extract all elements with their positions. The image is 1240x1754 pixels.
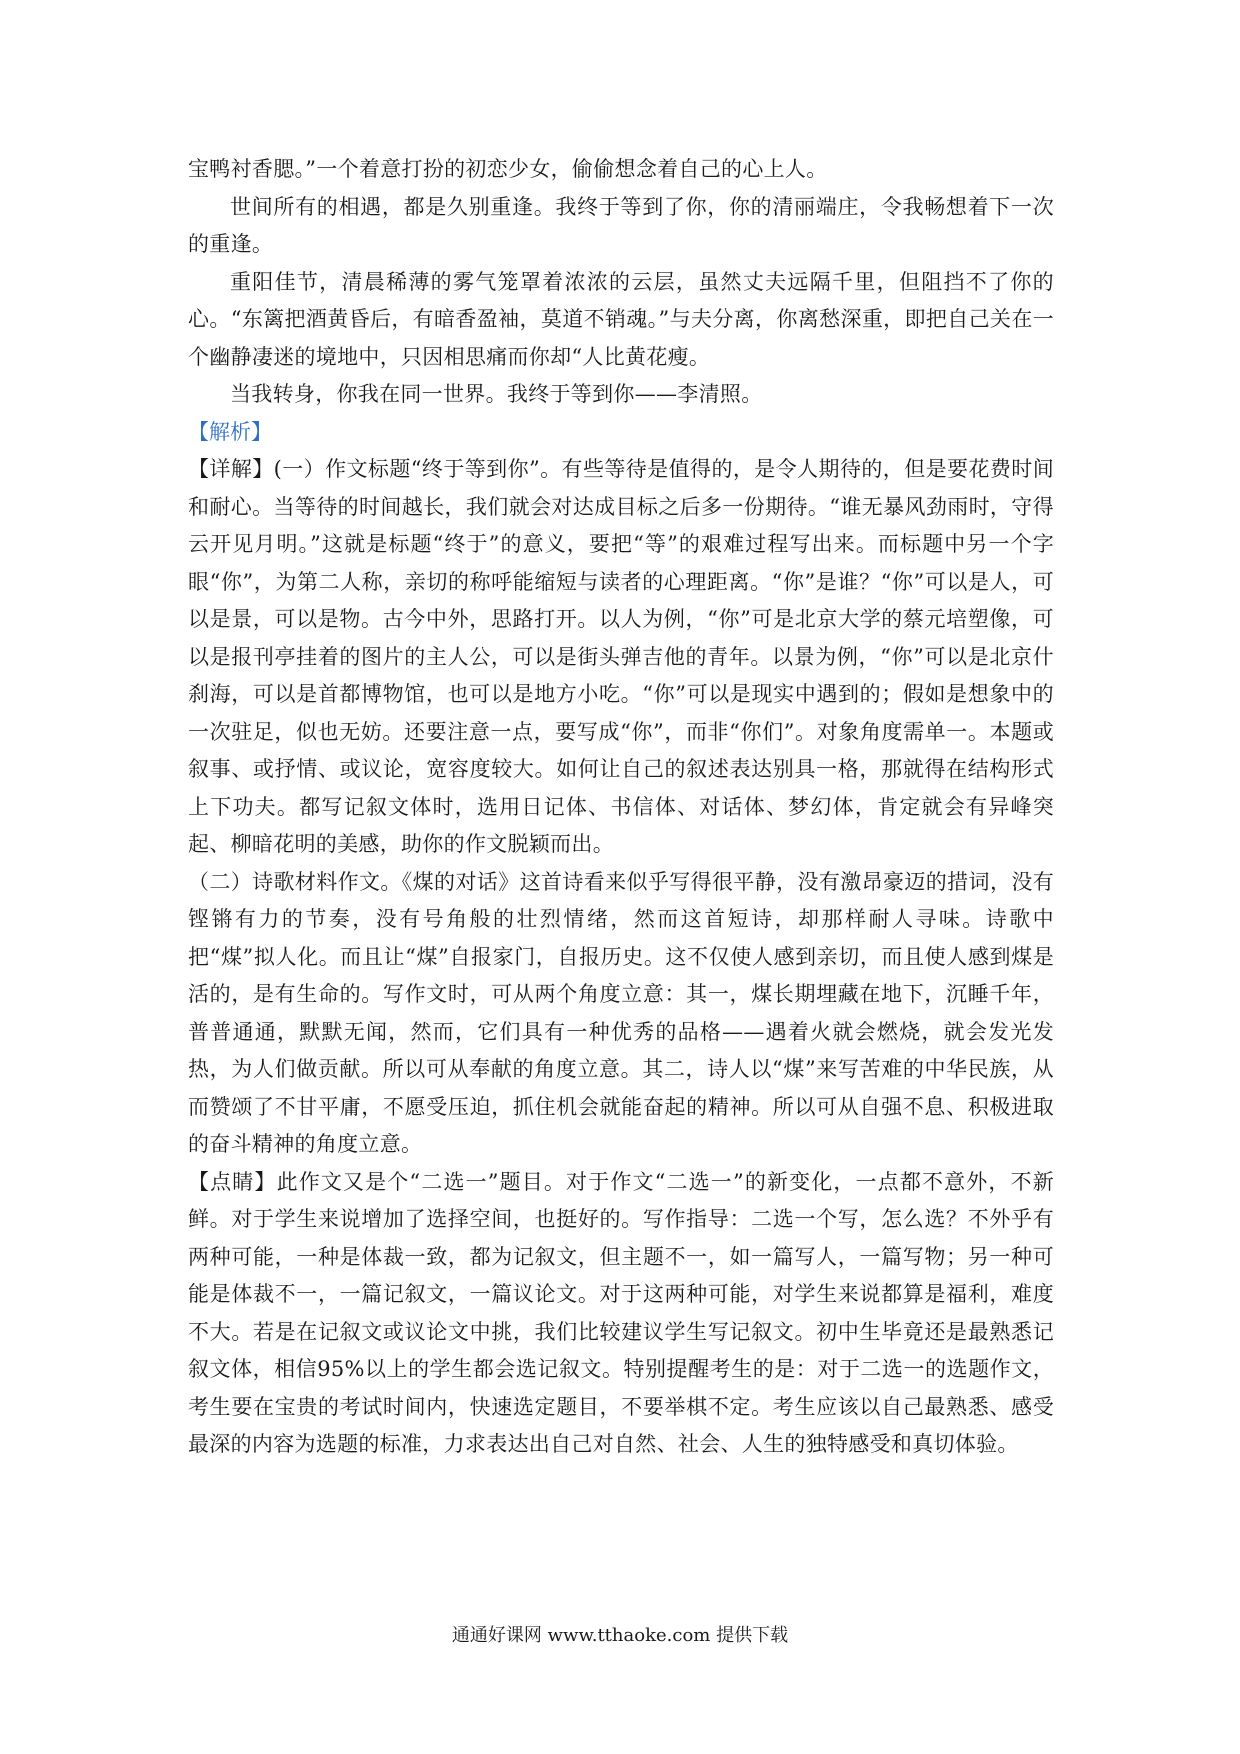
essay-paragraph-1: 宝鸭衬香腮。”一个着意打扮的初恋少女，偷偷想念着自己的心上人。	[188, 157, 828, 181]
dianjing-paragraph: 【点睛】此作文又是个“二选一”题目。对于作文“二选一”的新变化，一点都不意外，不新鲜。对于学生来说增加了选择空间，也挺好的。写作指导：二选一个写，怎么选？不外乎有两种可能，一种是体裁一致，都为记叙文，但主题不一，如一篇写人，一篇写物；另一种可能是体裁不一，一篇记叙文，一篇议论文。对于这两种可能，对学生来说都算是福利，难度不大。若是在记叙文或议论文中挑，我们比较建议学生写记叙文。初中生毕竟还是最熟悉记叙文体，相信95%以上的学生都会选记叙文。特别提醒考生的是：对于二选一的选题作文，考生要在宝贵的考试时间内，快速选定题目，不要举棋不定。考生应该以自己最熟悉、感受最深的内容为选题的标准，力求表达出自己对自然、社会、人生的独特感受和真切体验。	[188, 1169, 1054, 1456]
analysis-heading: 【解析】	[188, 419, 272, 444]
essay-paragraph-3: 重阳佳节，清晨稀薄的雾气笼罩着浓浓的云层，虽然丈夫远隔千里，但阻挡不了你的心。“东篱把酒黄昏后，有暗香盈袖，莫道不销魂。”与夫分离，你离愁深重，即把自己关在一个幽静凄迷的境地中，只因相思痛而你却“人比黄花瘦。	[188, 269, 1054, 369]
page-footer: 通通好课网 www.tthaoke.com 提供下载	[451, 1625, 789, 1646]
document-body	[188, 151, 1054, 1464]
detail-paragraph: 【详解】(一）作文标题“终于等到你”。有些等待是值得的，是令人期待的，但是要花费时间和耐心。当等待的时间越长，我们就会对达成目标之后多一份期待。“谁无暴风劲雨时，守得云开见月明。”这就是标题“终于”的意义，要把“等”的艰难过程写出来。而标题中另一个字眼“你”，为第二人称，亲切的称呼能缩短与读者的心理距离。“你”是谁？“你”可以是人，可以是景，可以是物。古今中外，思路打开。以人为例，“你”可是北京大学的蔡元培塑像，可以是报刊亭挂着的图片的主人公，可以是街头弹吉他的青年。以景为例，“你”可以是北京什刹海，可以是首都博物馆，也可以是地方小吃。“你”可以是现实中遇到的；假如是想象中的一次驻足，似也无妨。还要注意一点，要写成“你”，而非“你们”。对象角度需单一。本题或叙事、或抒情、或议论，宽容度较大。如何让自己的叙述表达别具一格，那就得在结构形式上下功夫。都写记叙文体时，选用日记体、书信体、对话体、梦幻体，肯定就会有异峰突起、柳暗花明的美感，助你的作文脱颖而出。	[188, 457, 1054, 856]
essay-paragraph-4: 当我转身，你我在同一世界。我终于等到你——李清照。	[230, 382, 763, 406]
part-two-paragraph: （二）诗歌材料作文。《煤的对话》这首诗看来似乎写得很平静，没有激昂豪迈的措词，没有铿锵有力的节奏，没有号角般的壮烈情绪，然而这首短诗，却那样耐人寻味。诗歌中把“煤”拟人化。而且让“煤”自报家门，自报历史。这不仅使人感到亲切，而且使人感到煤是活的，是有生命的。写作文时，可从两个角度立意：其一，煤长期埋藏在地下，沉睡千年，普普通通，默默无闻，然而，它们具有一种优秀的品格——遇着火就会燃烧，就会发光发热，为人们做贡献。所以可从奉献的角度立意。其二，诗人以“煤”来写苦难的中华民族，从而赞颂了不甘平庸，不愿受压迫，抓住机会就能奋起的精神。所以可从自强不息、积极进取的奋斗精神的角度立意。	[188, 869, 1054, 1156]
essay-paragraph-2: 世间所有的相遇，都是久别重逢。我终于等到了你，你的清丽端庄，令我畅想着下一次的重逢。	[188, 194, 1054, 256]
